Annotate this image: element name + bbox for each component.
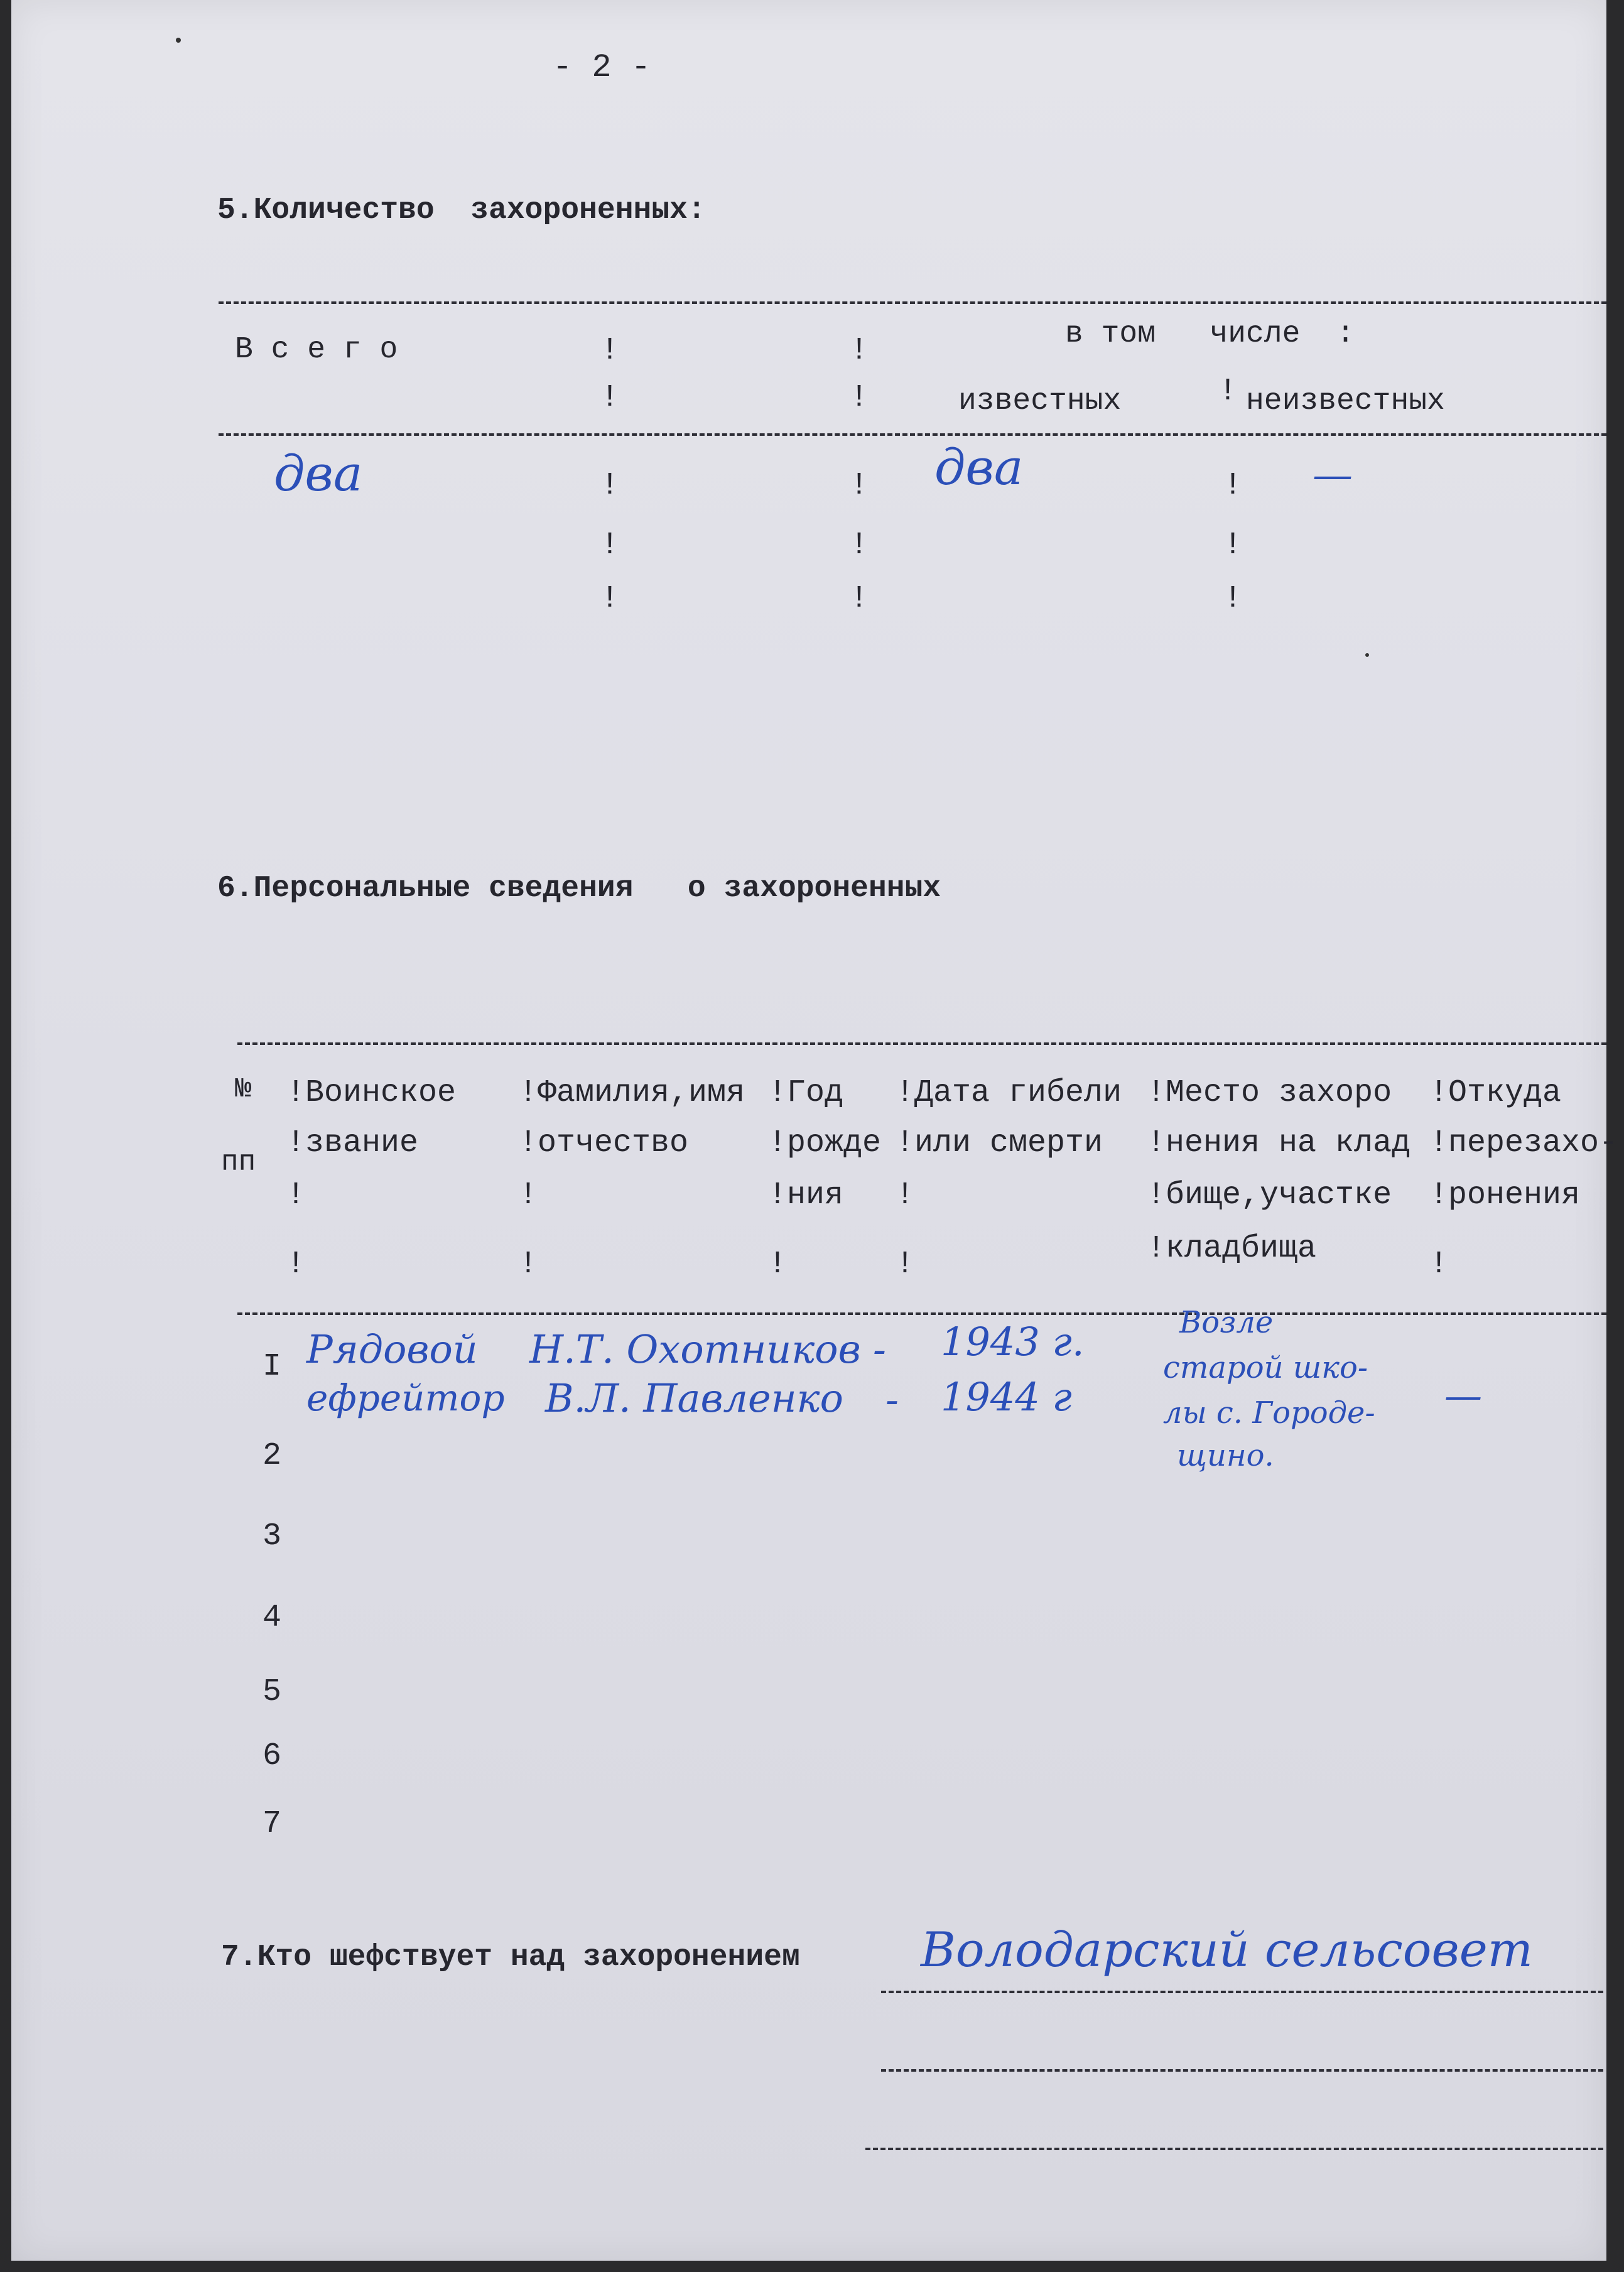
col-origin-line-1 <box>1429 1075 1561 1111</box>
col-place-line-2-text: нения на клад <box>1166 1125 1411 1161</box>
known-value: два <box>934 440 1024 496</box>
table-top-rule <box>219 301 1606 304</box>
section-5-heading: 5.Количество захороненных: <box>217 193 706 227</box>
column-separator: ! <box>1429 1177 1449 1213</box>
column-separator: ! <box>286 1177 306 1213</box>
col-rank-line-1-text: Воинское <box>305 1075 457 1111</box>
page-number: - 2 - <box>553 49 651 86</box>
entry-2-death: 1944 г <box>941 1374 1072 1420</box>
burial-place-line-2: старой шко- <box>1163 1350 1368 1385</box>
col-origin-line-3-text: ронения <box>1448 1177 1581 1213</box>
row-number: 7 <box>263 1806 282 1842</box>
col-year-line-1-text: Год <box>787 1075 844 1111</box>
col-place-line-4-text: кладбища <box>1166 1231 1317 1267</box>
section-7-heading: 7.Кто шефствует над захоронением <box>221 1940 800 1974</box>
column-separator: ! <box>286 1075 306 1111</box>
burial-place-line-3: лы с. Городе- <box>1163 1395 1375 1431</box>
column-separator: ! <box>896 1125 915 1161</box>
column-separator: ! <box>850 527 869 563</box>
col-place-line-1-text: Место захоро <box>1166 1075 1392 1111</box>
document-page <box>11 0 1618 2261</box>
col-year-line-1 <box>768 1075 843 1111</box>
unknown-value: — <box>1313 452 1353 499</box>
column-separator: ! <box>600 333 620 369</box>
column-separator: ! <box>1223 581 1243 617</box>
table-top-rule <box>237 1042 1606 1045</box>
entry-1-death: 1943 г. <box>941 1319 1085 1365</box>
including-label: в том числе : <box>1065 317 1355 351</box>
column-separator: ! <box>896 1247 915 1282</box>
entry-2-dash: - <box>885 1377 899 1422</box>
entry-1-rank: Рядовой <box>306 1326 478 1372</box>
row-number: 3 <box>263 1518 282 1554</box>
total-label: В с е г о <box>235 333 398 367</box>
row-number: 4 <box>263 1600 282 1636</box>
row-number: I <box>263 1349 282 1385</box>
column-separator: ! <box>519 1177 538 1213</box>
col-origin-line-3 <box>1429 1177 1580 1213</box>
column-separator: ! <box>1223 527 1243 563</box>
column-separator: ! <box>768 1177 788 1213</box>
column-separator: ! <box>768 1075 788 1111</box>
col-rank-line-2 <box>286 1125 418 1161</box>
unknown-label: неизвестных <box>1246 384 1445 418</box>
col-rank-line-1 <box>286 1075 456 1111</box>
origin-value: — <box>1444 1374 1482 1418</box>
col-death-line-1-text: Дата гибели <box>914 1075 1122 1111</box>
column-separator: ! <box>600 581 620 617</box>
column-separator: ! <box>286 1125 306 1161</box>
column-separator: ! <box>1429 1075 1449 1111</box>
column-separator: ! <box>768 1125 788 1161</box>
entry-1-name: Н.Т. Охотников <box>529 1326 861 1372</box>
column-separator: ! <box>519 1125 538 1161</box>
col-name-line-1 <box>519 1075 745 1111</box>
row-number: 2 <box>263 1438 282 1474</box>
column-separator: ! <box>600 468 620 504</box>
column-separator: ! <box>600 380 620 416</box>
column-separator: ! <box>896 1177 915 1213</box>
header-bottom-rule <box>219 433 1606 436</box>
col-name-line-2 <box>519 1125 688 1161</box>
column-separator: ! <box>850 333 869 369</box>
col-place-line-2 <box>1147 1125 1410 1161</box>
section-6-heading: 6.Персональные сведения о захороненных <box>217 872 941 906</box>
column-separator: ! <box>1147 1125 1166 1161</box>
column-separator: ! <box>1429 1125 1449 1161</box>
header-bottom-rule <box>237 1312 1606 1315</box>
column-separator: ! <box>850 380 869 416</box>
column-separator: ! <box>1223 468 1243 504</box>
col-year-line-3 <box>768 1177 843 1213</box>
entry-2-rank: ефрейтор <box>306 1377 505 1419</box>
signature-rule <box>881 2069 1603 2072</box>
column-separator: ! <box>1429 1247 1449 1282</box>
col-year-line-3-text: ния <box>787 1177 844 1213</box>
col-rank-line-2-text: звание <box>305 1125 419 1161</box>
column-separator: ! <box>1218 374 1238 409</box>
signature-rule <box>865 2148 1603 2150</box>
burial-place-line-1: Возле <box>1179 1305 1274 1340</box>
ink-speck <box>1365 653 1369 657</box>
col-origin-line-2-text: перезахо- <box>1448 1125 1618 1161</box>
col-year-line-2 <box>768 1125 881 1161</box>
column-separator: ! <box>768 1247 788 1282</box>
col-origin-line-1-text: Откуда <box>1448 1075 1562 1111</box>
col-name-line-1-text: Фамилия,имя <box>538 1075 745 1111</box>
col-death-line-2 <box>896 1125 1103 1161</box>
col-origin-line-2 <box>1429 1125 1618 1161</box>
col-place-line-3 <box>1147 1177 1392 1213</box>
burial-place-line-4: щино. <box>1177 1438 1274 1473</box>
col-death-line-2-text: или смерти <box>914 1125 1103 1161</box>
column-separator: ! <box>850 468 869 504</box>
column-separator: ! <box>519 1247 538 1282</box>
col-place-line-1 <box>1147 1075 1392 1111</box>
patron-value: Володарский сельсовет <box>921 1922 1533 1977</box>
col-num-line-2: пп <box>221 1146 256 1179</box>
row-number: 6 <box>263 1738 282 1774</box>
column-separator: ! <box>600 527 620 563</box>
ink-speck <box>176 38 181 43</box>
col-place-line-3-text: бище,участке <box>1166 1177 1392 1213</box>
row-number: 5 <box>263 1674 282 1710</box>
known-label: известных <box>958 384 1122 418</box>
column-separator: ! <box>286 1247 306 1282</box>
total-value: два <box>274 446 363 502</box>
column-separator: ! <box>850 581 869 617</box>
col-death-line-1 <box>896 1075 1122 1111</box>
col-year-line-2-text: рожде <box>787 1125 882 1161</box>
column-separator: ! <box>1147 1231 1166 1267</box>
col-num-line-1: № <box>235 1074 252 1105</box>
entry-2-name: В.Л. Павленко <box>545 1375 843 1421</box>
column-separator: ! <box>519 1075 538 1111</box>
column-separator: ! <box>896 1075 915 1111</box>
column-separator: ! <box>1147 1075 1166 1111</box>
column-separator: ! <box>1147 1177 1166 1213</box>
signature-rule <box>881 1991 1603 1993</box>
col-name-line-2-text: отчество <box>538 1125 689 1161</box>
entry-1-dash: - <box>873 1326 886 1372</box>
col-place-line-4 <box>1147 1231 1316 1267</box>
